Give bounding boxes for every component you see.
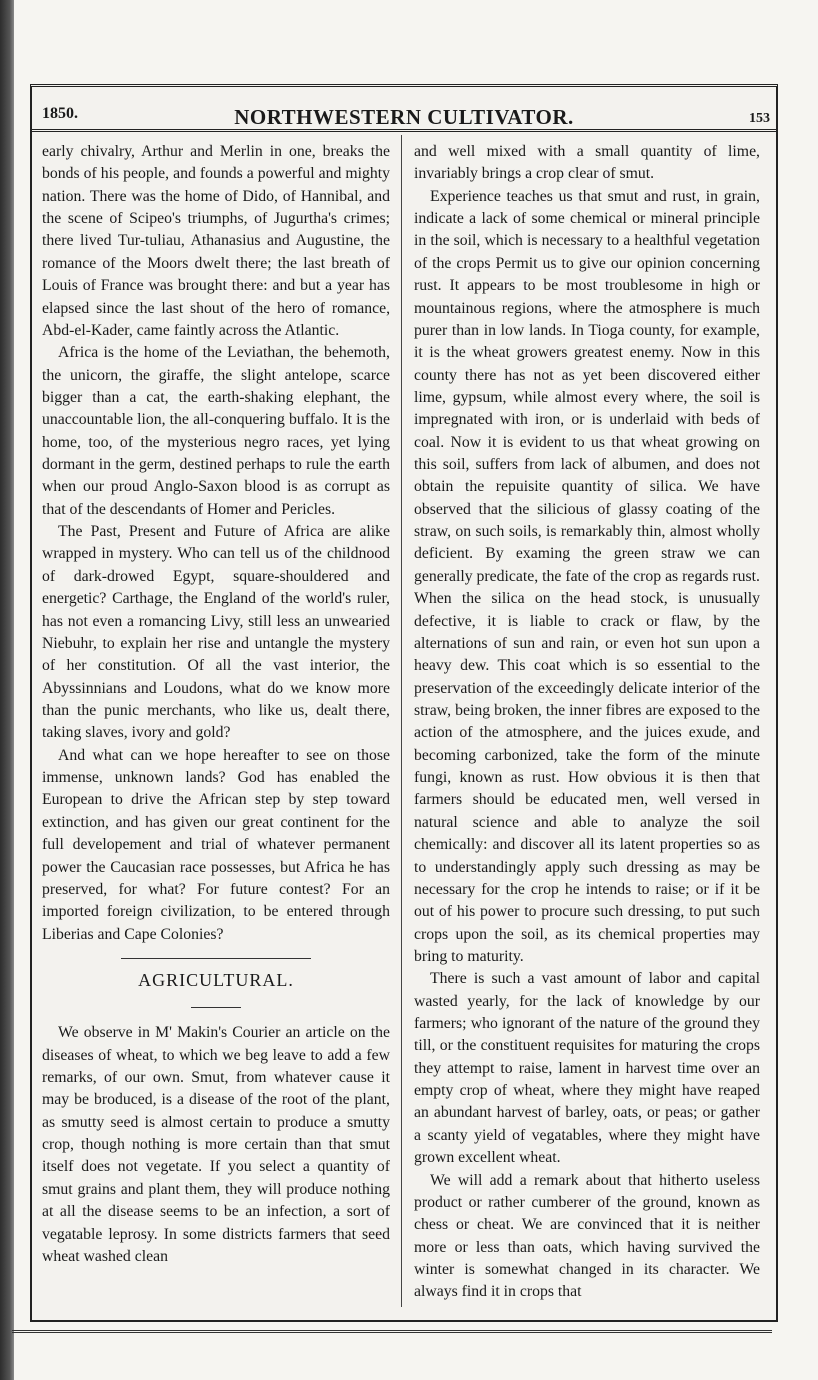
left-column [42, 141, 390, 1268]
page-bottom-rule [12, 1330, 772, 1336]
header-year: 1850. [42, 105, 78, 122]
page-number: 153 [749, 111, 770, 126]
paragraph: We will add a remark about that hitherto useless product or rather cumberer of the ground, known as chess or cheat. We are convinced that it is neither more or less than oats, which having survived the winter is somewhat changed in its character. We always find it in crops that [414, 1171, 760, 1301]
paragraph: and well mixed with a small quantity of lime, invariably brings a crop clear of smut. [414, 143, 760, 183]
paragraph: There is such a vast amount of labor and capital wasted yearly, for the lack of knowledge by our farmers; who ignorant of the nature of the ground they till, or the constituent requisites for maturing the crops they attempt to raise, lament in harvest time over an empty crop of wheat, where they might have reaped an abundant harvest of barley, oats, or peas; or gather a scanty yield of vegatables, where they might have grown excellent wheat. [414, 970, 760, 1167]
section-heading: AGRICULTURAL. [138, 969, 294, 990]
column-divider [401, 135, 402, 1307]
paragraph: Africa is the home of the Leviathan, the behemoth, the unicorn, the giraffe, the slight antelope, scarce bigger than a cat, the earth-shaking elephant, the unaccountable lion, the all-conquering buffalo. It is the home, too, of the mysterious negro races, yet lying dormant in the germ, destined perhaps to rule the earth when our proud Anglo-Saxon blood is as corrupt as that of the descendants of Homer and Pericles. [42, 344, 390, 518]
paragraph: The Past, Present and Future of Africa are alike wrapped in mystery. Who can tell us of the childnood of dark-drowed Egypt, square-shouldered and energetic? Carthage, the England of the world's ruler, has not even a romancing Livy, still less an unwearied Niebuhr, to explain her rise and untangle the mystery of her constitution. Of all the vast interior, the Abyssinnians and Loudons, what do we know more than the punic merchants, who like us, dealt there, taking slaves, ivory and gold? [42, 523, 390, 742]
book-spine [0, 0, 14, 1380]
paragraph: Experience teaches us that smut and rust, in grain, indicate a lack of some chemical or mineral principle in the soil, which is necessary to a healthful vegetation of the crops Permit us to give our opinion concerning rust. It appears to be most troublesome in high or mountainous regions, where the atmosphere is much purer than in low lands. In Tioga county, for example, it is the wheat growers greatest enemy. Now in this county there has not as yet been discovered either lime, gypsum, while almost every where, the soil is impregnated with iron, or is underlaid with beds of coal. Now it is evident to us that wheat growing on this soil, suffers from lack of albumen, and does not obtain the repuisite quantity of silica. We have observed that the silicious of glassy coating of the straw, on such soils, is remarkably thin, almost wholly deficient. By examing the green straw we can generally predicate, the fate of the crop as regards rust. When the silica on the head stock, is unusually defective, it is liable to crack or flaw, by the alternations of sun and rain, or even hot sun upon a heavy dew. This coat which is so essential to the preservation of the exceedingly delicate interior of the straw, being broken, the inner fibres are exposed to the action of the atmosphere, and the juices exude, and becoming carbonized, take the form of the minute fungi, known as rust. How obvious it is then that farmers should be educated men, well versed in natural science and able to analyze the soil chemically: and discover all its latent properties so as to understandingly apply such dressing as may be necessary for the crop he intends to raise; or if it be out of his power to procure such dressing, to put such crops upon the soil, as its chemical properties may bring to maturity. [414, 187, 760, 965]
header-title: NORTHWESTERN CULTIVATOR. [234, 105, 574, 129]
newspaper-page [30, 84, 778, 1322]
paragraph: We observe in M' Makin's Courier an article on the diseases of wheat, to which we beg leave to add a few remarks, of our own. Smut, from whatever cause it may be broduced, is a disease of the root of the plant, as smutty seed is almost certain to produce a smutty crop, though nothing is more certain than that smut itself does not vegetate. If you select a quantity of smut grains and plant them, they will produce nothing at all the disease seems to be an infection, a sort of vegatable leprosy. In some districts farmers that seed wheat washed clean [42, 1024, 390, 1265]
right-column [414, 141, 760, 1304]
heading-underline [191, 1007, 241, 1008]
paragraph: early chivalry, Arthur and Merlin in one, breaks the bonds of his people, and founds a powerful and mighty nation. There was the home of Dido, of Hannibal, and the scene of Scipeo's triumphs, of Jugurtha's crimes; there lived Tur-tuliau, Athanasius and Augustine, the romance of the Moors dwelt there; the last breath of Louis of France was brought there: and but a year has elapsed since the last shout of the hero of romance, Abd-el-Kader, came faintly across the Atlantic. [42, 143, 390, 339]
section-rule [121, 958, 311, 959]
page-header [32, 95, 776, 132]
paragraph: And what can we hope hereafter to see on those immense, unknown lands? God has enabled the European to drive the African step by step toward extinction, and has given our great continent for the full developement and trial of whatever permanent power the Caucasian race possesses, but Africa he has preserved, for what? For future contest? For an imported foreign civilization, to be entered through Liberias and Cape Colonies? [42, 746, 390, 943]
